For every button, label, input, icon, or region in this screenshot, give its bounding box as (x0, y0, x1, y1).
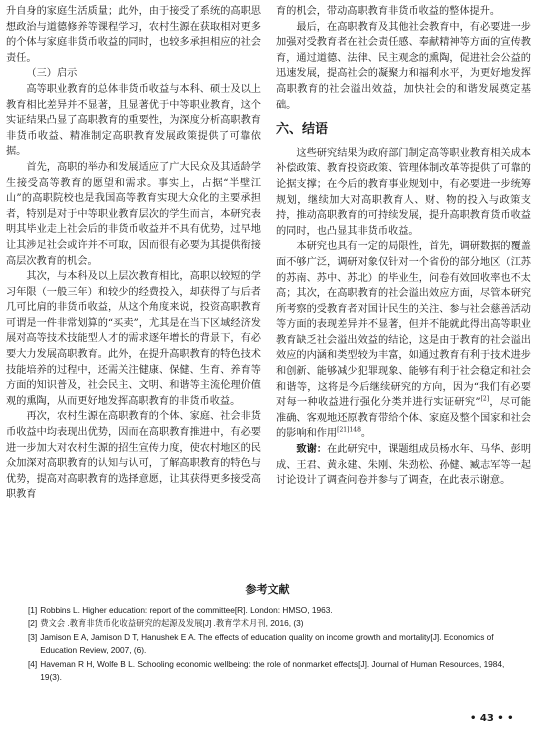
page-number: • 43 • • (470, 713, 514, 724)
paragraph: 高等职业教育的总体非货币收益与本科、硕士及以上教育相比差异并不显著，且显著优于中等职业教育，这个实证结果凸显了高职教育的重要性，为深度分析高职教育非货币收益、精准制定高职教育发展政策提供了可靠依据。 (6, 83, 261, 158)
acknowledgement (276, 442, 531, 489)
reference-number: [4] (28, 658, 38, 669)
reference-text: 费文会 .教育非货币化收益研究的起源及发展[J] .教育学术月刊, 2016, (3) (40, 618, 304, 629)
reference-item (28, 631, 518, 658)
reference-text: Haveman R H, Wolfe B L. Schooling economic wellbeing: the role of nonmarket effects[J]. Journal of Human Resources, 1984, 19(3). (40, 658, 505, 683)
reference-item (28, 604, 518, 617)
paragraph: 首先，高职的举办和发展适应了广大民众及其适龄学生接受高等教育的愿望和需求。事实上，占据“半壁江山”的高职院校也是我国高等教育实现大众化的主要承担者，特别是对于中等职业教育层次的学生而言，本研究表明其毕业走上社会后的非货币收益并不具有优势，过早地让其涉足社会或许并不可取，因而很有必要为其提供衔接高层次教育的机会。 (6, 161, 261, 267)
subsection-title: （三）启示 (26, 68, 78, 80)
paragraph-text: 本研究也具有一定的局限性，首先，调研数据的覆盖面不够广泛，调研对象仅针对一个省份的部分地区（江苏的苏南、苏中、苏北）的毕业生，问卷有效回收率也不太高；其次，在高职教育的社会溢出效应方面，尽管本研究所考察的受教育者对国计民生的关注、参与社会慈善活动等方面的表现差异并不显著，但并不能就此得出高等职业教育缺乏社会溢出效益的结论，这是由于教育的社会溢出效应的内涵和类型较为丰富，如通过教育有利于技术进步和创新、能够减少犯罪现象、能够有利于社会稳定和社会和谐等，这将是今后继续研究的方向，因为“我们有必要对每一种收益进行强化分类并进行实证研究” (276, 241, 531, 409)
paragraph: 最后，在高职教育及其他社会教育中，有必要进一步加强对受教育者在社会责任感、奉献精神等方面的宣传教育，通过道德、法律、民主观念的熏陶，促进社会公益的迅速发展，提高社会的凝聚力和福利水平，为更好地发挥高职教育的社会溢出效益，加快社会的和谐发展奠定基础。 (276, 21, 531, 111)
references-title: 参考文献 (245, 583, 290, 596)
paragraph-text: ，尽可能准确、客观地还原教育带给个体、家庭及整个国家和社会的影响和作用 (276, 397, 531, 440)
paragraph: 育的机会，带动高职教育非货币收益的整体提升。 (276, 6, 501, 17)
right-column (276, 4, 531, 489)
paragraph: 其次，与本科及以上层次教育相比，高职以较短的学习年限（一般三年）和较少的经费投入，却获得了与后者几可比肩的非货币收益，从这个角度来说，投资高职教育可谓是一件非常划算的“买卖”，尤其是在当下区域经济发展对高等技术技能型人才的需求逐年增长的背景下，有必要大力发展高职教育。此外，在提升高职教育的特色技术技能培养的过程中，还需关注健康、保健、生育、养育等方面的知识普及，社会民主、文明、和谐等主流伦理价值观的熏陶，从而更好地发挥高职教育的非货币收益。 (6, 271, 261, 407)
reference-list (28, 604, 518, 684)
citation: [21]148 (337, 427, 361, 435)
reference-number: [1] (28, 605, 38, 615)
citation: [2] (480, 395, 490, 403)
reference-text: Robbins L. Higher education: report of the committee[R]. London: HMSO, 1963. (40, 605, 333, 615)
paragraph: 这些研究结果为政府部门制定高等职业教育相关成本补偿政策、教育投资政策、管理体制改革等提供了可靠的论据支撑；在今后的教育事业规划中，有必要进一步统筹规划，继续加大对高职教育人、财、物的投入与政策支持，推动高职教育的可持续发展，提升高职教育货币收益的同时，也凸显其非货币收益。 (276, 147, 531, 237)
reference-number: [2] (28, 618, 38, 629)
reference-item (28, 658, 518, 685)
reference-text: Jamison E A, Jamison D T, Hanushek E A. The effects of education quality on income growth and mortality[J]. Economics of Education Review, 2007, (6). (40, 631, 494, 656)
reference-item (28, 617, 518, 630)
reference-number: [3] (28, 631, 38, 642)
left-column (6, 4, 261, 503)
paragraph: 升自身的家庭生活质量；此外，由于接受了系统的高职思想政治与道德修养等课程学习，农村生源在获取相对更多的个体与家庭非货币收益的同时，也较多承担相应的社会责任。 (6, 6, 261, 64)
paragraph: 再次，农村生源在高职教育的个体、家庭、社会非货币收益中均表现出优势，因而在高职教育推进中，有必要进一步加大对农村生源的招生宣传力度，使农村地区的民众加深对高职教育的认知与认可，了解高职教育的特色与优势，提高对高职教育的选择意愿，让其获得更多接受高职教育 (6, 411, 261, 501)
paragraph-text: 。 (360, 428, 372, 440)
paragraph (276, 239, 531, 442)
acknowledgement-label: 致谢： (296, 443, 327, 456)
acknowledgement-text: 在此研究中，课题组成员杨水年、马华、彭明成、王君、黄永建、朱刚、朱劲松、孙健、臧志军等一起讨论设计了调查问卷并参与了调查，在此表示谢意。 (276, 444, 532, 487)
section-heading: 六、结语 (276, 122, 329, 138)
